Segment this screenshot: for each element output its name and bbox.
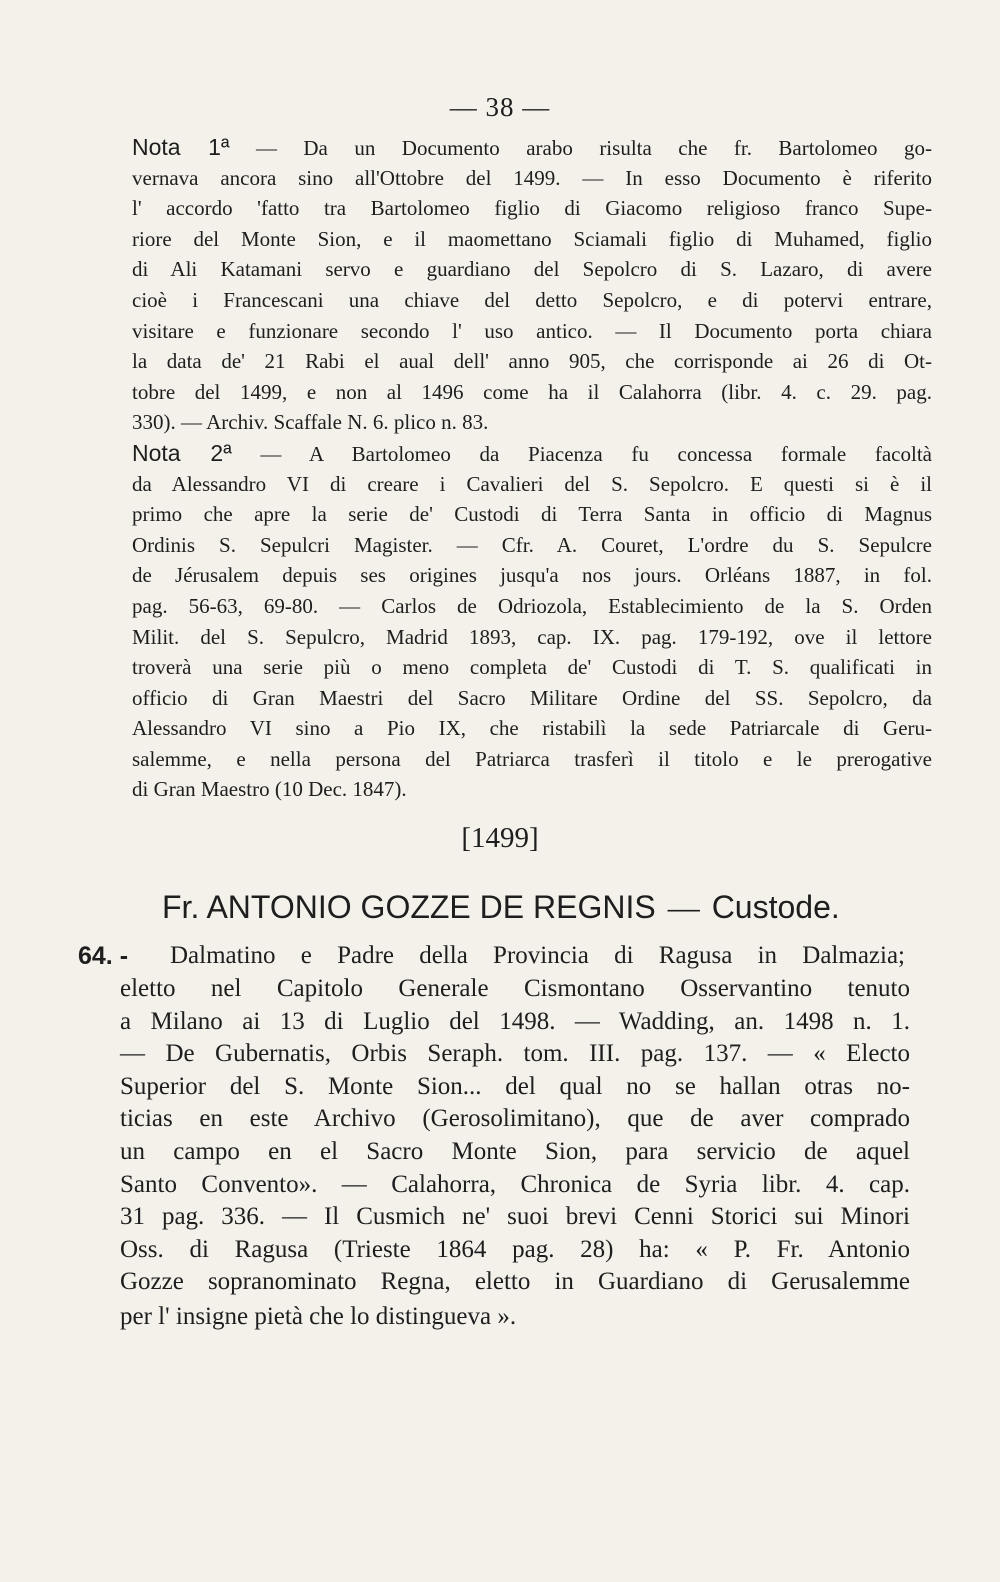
- page-number: — 38 —: [449, 92, 551, 122]
- entry-line: Santo Convento». — Calahorra, Chronica de Syria libr. 4. cap.: [120, 1170, 910, 1198]
- note-line: di Ali Katamani servo e guardiano del Sepolcro di S. Lazaro, di avere: [132, 257, 932, 282]
- note-line: Alessandro VI sino a Pio IX, che ristabilì la sede Patriarcale di Geru-: [132, 716, 932, 741]
- note-lead: Nota 1ª: [132, 134, 230, 160]
- note-line: da Alessandro VI di creare i Cavalieri del S. Sepolcro. E questi si è il: [132, 471, 932, 496]
- entry-line: ticias en este Archivo (Gerosolimitano), que de aver comprado: [120, 1105, 910, 1133]
- note-line: officio di Gran Maestri del Sacro Militare Ordine del SS. Sepolcro, da: [132, 685, 932, 710]
- note-line: Nota 2ª — A Bartolomeo da Piacenza fu concessa formale facoltà: [132, 439, 932, 466]
- entry-line: per l' insigne pietà che lo distingueva ».: [120, 1302, 517, 1330]
- title-dash: —: [667, 889, 700, 925]
- entry-body-cont: [120, 973, 910, 1334]
- entry-line: a Milano ai 13 di Luglio del 1498. — Wadding, an. 1498 n. 1.: [120, 1007, 910, 1035]
- note-line: l' accordo 'fatto tra Bartolomeo figlio di Giacomo religioso franco Supe-: [132, 196, 932, 221]
- title-prefix: Fr.: [162, 889, 200, 925]
- entry-number: 64. -: [78, 942, 129, 970]
- title-name: ANTONIO GOZZE DE REGNIS: [206, 889, 656, 925]
- entry-body: [170, 940, 905, 973]
- note-line: primo che apre la serie de' Custodi di Terra Santa in officio di Magnus: [132, 502, 932, 527]
- note-lead: Nota 2ª: [132, 439, 232, 466]
- section-title: [162, 880, 872, 934]
- entry-line: Superior del S. Monte Sion... del qual no se hallan otras no-: [120, 1072, 910, 1100]
- entry-line: Gozze sopranominato Regna, eletto in Guardiano di Gerusalemme: [120, 1268, 910, 1296]
- title-role: Custode.: [711, 889, 840, 925]
- entry-line: un campo en el Sacro Monte Sion, para servicio de aquel: [120, 1137, 910, 1165]
- entry-line: — De Gubernatis, Orbis Seraph. tom. III. pag. 137. — « Electo: [120, 1040, 910, 1068]
- note-line: cioè i Francescani una chiave del detto Sepolcro, e di potervi entrare,: [132, 287, 932, 312]
- note-line: riore del Monte Sion, e il maomettano Sciamali figlio di Muhamed, figlio: [132, 226, 932, 251]
- year-heading: [1499]: [461, 822, 539, 854]
- note-line: Nota 1ª — Da un Documento arabo risulta che fr. Bartolomeo go-: [132, 134, 932, 160]
- note-line: troverà una serie più o meno completa de' Custodi di T. S. qualificati in: [132, 655, 932, 680]
- note-line: pag. 56-63, 69-80. — Carlos de Odriozola, Establecimiento de la S. Orden: [132, 593, 932, 618]
- entry-line: 31 pag. 336. — Il Cusmich ne' suoi brevi Cenni Storici sui Minori: [120, 1203, 910, 1231]
- note-line: salemme, e nella persona del Patriarca trasferì il titolo e le prerogative: [132, 746, 932, 771]
- note-line: vernava ancora sino all'Ottobre del 1499. — In esso Documento è riferito: [132, 165, 932, 190]
- note-line: visitare e funzionare secondo l' uso antico. — Il Documento porta chiara: [132, 318, 932, 343]
- note-line: tobre del 1499, e non al 1496 come ha il Calahorra (libr. 4. c. 29. pag.: [132, 379, 932, 404]
- entry-line: eletto nel Capitolo Generale Cismontano Osservantino tenuto: [120, 975, 910, 1002]
- note-line: 330). — Archiv. Scaffale N. 6. plico n. 83.: [132, 410, 489, 435]
- note-line: di Gran Maestro (10 Dec. 1847).: [132, 777, 407, 802]
- entry-line: Oss. di Ragusa (Trieste 1864 pag. 28) ha: « P. Fr. Antonio: [120, 1235, 910, 1263]
- note-line: Ordinis S. Sepulcri Magister. — Cfr. A. Couret, L'ordre du S. Sepulcre: [132, 532, 932, 557]
- entry-line: Dalmatino e Padre della Provincia di Ragusa in Dalmazia;: [170, 942, 905, 969]
- notes-block: [132, 132, 932, 805]
- note-line: la data de' 21 Rabi el aual dell' anno 905, che corrisponde ai 26 di Ot-: [132, 349, 932, 374]
- note-line: de Jérusalem depuis ses origines jusqu'a nos jours. Orléans 1887, in fol.: [132, 563, 932, 588]
- note-line: Milit. del S. Sepulcro, Madrid 1893, cap. IX. pag. 179-192, ove il lettore: [132, 624, 932, 649]
